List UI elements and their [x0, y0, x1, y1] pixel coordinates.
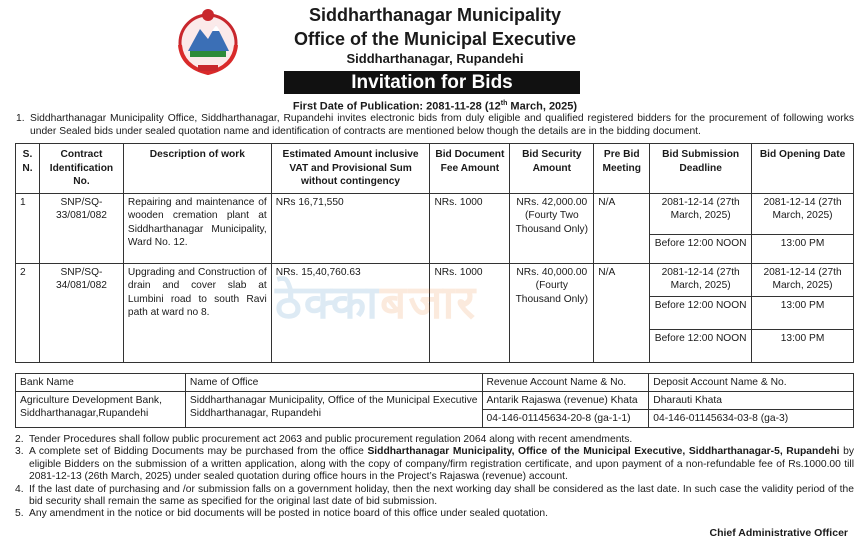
- note-2: 2. Tender Procedures shall follow public procurement act 2063 and public procurement regulation 2064 along with recent amendments.: [15, 434, 633, 445]
- row1-estimated: NRs 16,71,550: [271, 193, 430, 263]
- org-name: Siddharthanagar Municipality: [308, 5, 562, 25]
- bids-table: [15, 143, 854, 363]
- note-3: 3. A complete set of Bidding Documents may be purchased from the office Siddharthanagar Municipality, Office of the Municipal Executive, Siddharthanagar-5, Rupandehi by eligible Bidders on the submission of a written application, along with the copy of company/firm registration certificate, and upon payment of a non-refundable fee of Rs.1000.00 till 2081-12-13 (26th March, 2025) under sealed quotation during office hours in the Project’s Rajaswa (revenue) account.: [15, 446, 854, 483]
- row2-sn: 2: [16, 263, 40, 362]
- deposit-header: Deposit Account Name & No.: [649, 374, 854, 392]
- note-5: 5. Any amendment in the notice or bid documents will be posted in notice board of this office under sealed quotation.: [15, 508, 548, 520]
- bank-name-header: Bank Name: [16, 374, 186, 392]
- row2-security: NRs. 40,000.00 (Fourty Thousand Only): [510, 263, 594, 362]
- row1-opening-date: 2081-12-14 (27th March, 2025): [752, 193, 854, 234]
- deposit-account-name: Dharauti Khata: [649, 392, 854, 410]
- watermark: ठेक्काबजार: [275, 276, 478, 328]
- table-row: [16, 263, 854, 296]
- office-name-value: Siddharthanagar Municipality, Office of the Municipal Executive Siddharthanagar, Rupandehi: [185, 392, 482, 428]
- col-doc-fee: Bid Document Fee Amount: [430, 144, 510, 194]
- bank-row: [16, 392, 854, 410]
- row2-submission-time-b: Before 12:00 NOON: [650, 329, 752, 362]
- row2-submission-date: 2081-12-14 (27th March, 2025): [650, 263, 752, 296]
- row2-prebid: N/A: [594, 263, 650, 362]
- col-contract-id: Contract Identification No.: [39, 144, 123, 194]
- col-prebid: Pre Bid Meeting: [594, 144, 650, 194]
- row2-contract-id: SNP/SQ-34/081/082: [39, 263, 123, 362]
- office-name-header: Name of Office: [185, 374, 482, 392]
- revenue-account-no: 04-146-01145634-20-8 (ga-1-1): [482, 410, 649, 428]
- row1-security: NRs. 42,000.00 (Fourty Two Thousand Only): [510, 193, 594, 263]
- notice-title: Invitation for Bids: [284, 71, 580, 94]
- row2-submission-time-a: Before 12:00 NOON: [650, 296, 752, 329]
- revenue-account-name: Antarik Rajaswa (revenue) Khata: [482, 392, 649, 410]
- col-opening: Bid Opening Date: [752, 144, 854, 194]
- col-security: Bid Security Amount: [510, 144, 594, 194]
- row1-doc-fee: NRs. 1000: [430, 193, 510, 263]
- row1-submission-date: 2081-12-14 (27th March, 2025): [650, 193, 752, 234]
- table-header-row: [16, 144, 854, 194]
- row2-opening-date: 2081-12-14 (27th March, 2025): [752, 263, 854, 296]
- bank-table: [15, 373, 854, 428]
- publication-date: First Date of Publication: 2081-11-28 (12th March, 2025): [292, 100, 578, 113]
- row1-submission-time: Before 12:00 NOON: [650, 234, 752, 263]
- row1-sn: 1: [16, 193, 40, 263]
- note-4: 4. If the last date of purchasing and /or submission falls on a government holiday, then the next working day shall be considered as the last date. In such case the validity period of the bid security shall remain the same as specified for the original last date of bid submission.: [15, 483, 854, 508]
- row2-doc-fee: NRs. 1000: [430, 263, 510, 362]
- notes-list: [15, 434, 854, 521]
- table-row: [16, 193, 854, 234]
- office-name: Office of the Municipal Executive: [293, 29, 577, 49]
- row1-prebid: N/A: [594, 193, 650, 263]
- bank-header-row: [16, 374, 854, 392]
- row2-estimated: NRs. 15,40,760.63: [271, 263, 430, 362]
- revenue-header: Revenue Account Name & No.: [482, 374, 649, 392]
- row2-opening-time-b: 13:00 PM: [752, 329, 854, 362]
- row2-opening-time-a: 13:00 PM: [752, 296, 854, 329]
- signatory-title: Chief Administrative Officer: [709, 527, 848, 539]
- row1-opening-time: 13:00 PM: [752, 234, 854, 263]
- col-description: Description of work: [123, 144, 271, 194]
- deposit-account-no: 04-146-01145634-03-8 (ga-3): [649, 410, 854, 428]
- row1-contract-id: SNP/SQ-33/081/082: [39, 193, 123, 263]
- bank-name-value: Agriculture Development Bank, Siddharthanagar,Rupandehi: [16, 392, 186, 428]
- col-sn: S. N.: [16, 144, 40, 194]
- col-submission: Bid Submission Deadline: [650, 144, 752, 194]
- row2-description: Upgrading and Construction of drain and cover slab at Lumbini road to south Ravi path at ward no 8.: [123, 263, 271, 362]
- municipality-emblem-icon: [172, 5, 244, 75]
- intro-paragraph: 1. Siddharthanagar Municipality Office, Siddharthanagar, Rupandehi invites electronic bids from duly eligible and qualified registered bidders for the procurement of following works under Sealed bids under sealed quotation name and identification of contracts are mentioned below though the details are in the bidding document.: [16, 113, 854, 137]
- office-location: Siddharthanagar, Rupandehi: [346, 51, 524, 66]
- row1-description: Repairing and maintenance of wooden cremation plant at Siddharthanagar Municipality, Ward No. 12.: [123, 193, 271, 263]
- col-estimated: Estimated Amount inclusive VAT and Provisional Sum without contingency: [271, 144, 430, 194]
